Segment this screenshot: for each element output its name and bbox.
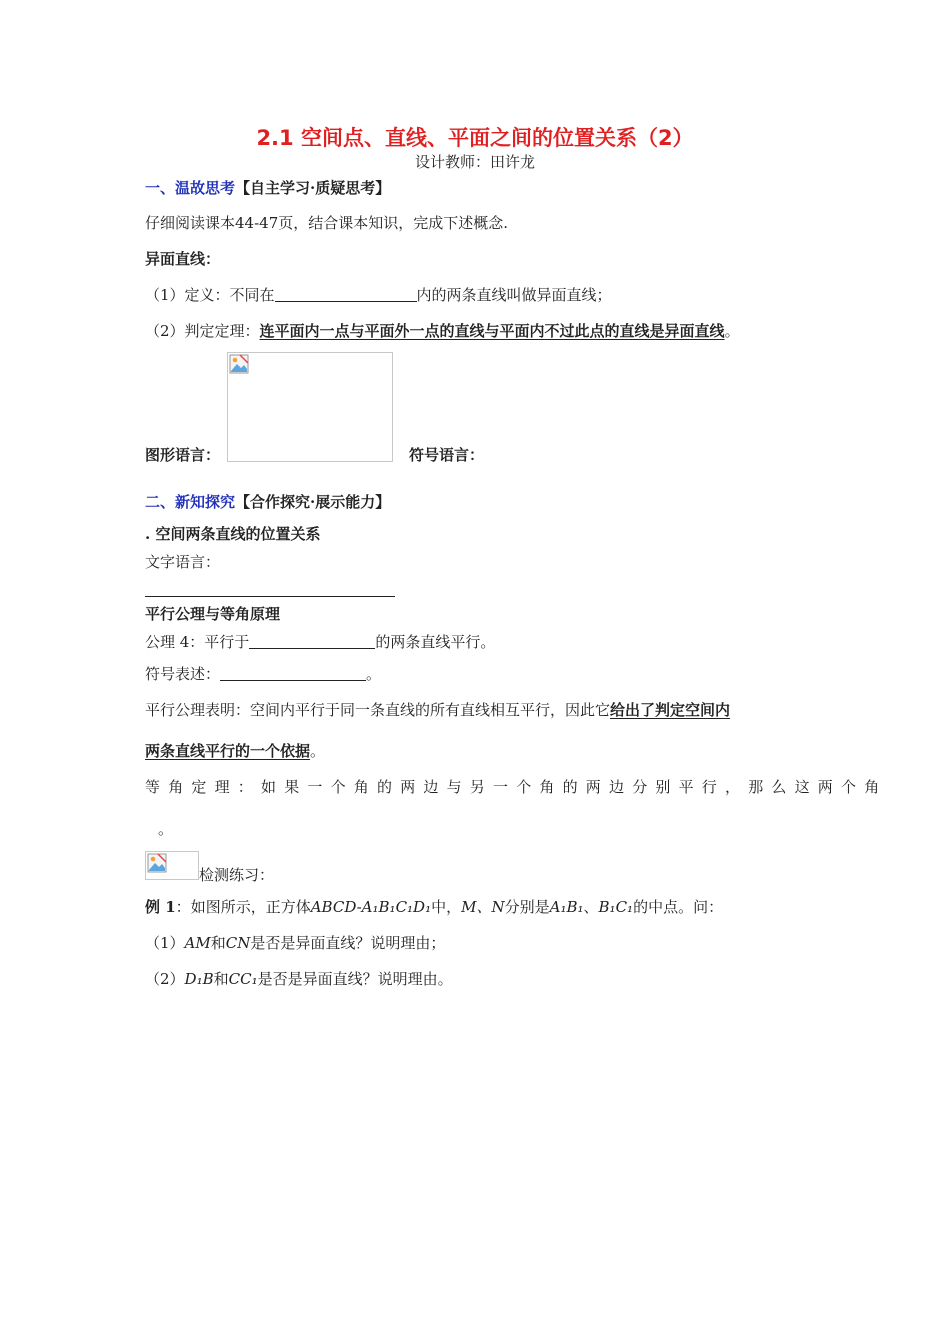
broken-image-icon: [229, 354, 249, 374]
axiom4-suffix: 的两条直线平行。: [375, 633, 496, 651]
section2-title: 二、新知探究: [145, 493, 236, 511]
q1-rest: 是否是异面直线？说明理由；: [250, 934, 446, 952]
q2-prefix: （2）: [145, 970, 185, 988]
example1-text: 如图所示，正方体: [190, 898, 311, 916]
equal-angle-end: 。: [158, 820, 174, 838]
text-language-label: 文字语言：: [145, 553, 221, 571]
definition-suffix: 内的两条直线叫做异面直线；: [416, 286, 612, 304]
line-cn: CN: [225, 934, 251, 952]
segment-separator: 、: [583, 898, 599, 916]
symbol-statement-line: [145, 664, 381, 684]
question2-line: [145, 969, 453, 989]
parallel-note-underline2: 两条直线平行的一个依据: [145, 742, 311, 760]
skew-lines-title: 异面直线：: [145, 250, 221, 268]
cube-name: ABCD-A₁B₁C₁D₁: [310, 898, 432, 916]
segment-a1b1: A₁B₁: [549, 898, 584, 916]
q1-and: 和: [210, 934, 226, 952]
symbol-statement-suffix: 。: [366, 665, 382, 683]
practice-label: 检测练习：: [199, 866, 275, 884]
symbol-statement-blank[interactable]: [220, 665, 366, 681]
line-cc1: CC₁: [228, 970, 258, 988]
q2-and: 和: [213, 970, 229, 988]
symbol-statement-prefix: 符号表述：: [145, 665, 221, 683]
practice-image-placeholder: [145, 851, 199, 880]
parallel-note-prefix: 平行公理表明：空间内平行于同一条直线的所有直线相互平行，因此它: [145, 701, 611, 719]
definition-prefix: （1）定义：不同在: [145, 286, 275, 304]
parallel-note-end: 。: [310, 742, 326, 760]
line-am: AM: [184, 934, 211, 952]
section1-bracket: 【自主学习·质疑思考】: [235, 179, 391, 197]
intro-text: 仔细阅读课本44-47页，结合课本知识，完成下述概念.: [145, 214, 509, 232]
axiom4-blank[interactable]: [249, 633, 375, 649]
axiom4-line: [145, 632, 495, 652]
definition-blank[interactable]: [275, 286, 417, 302]
parallel-note-underline1: 给出了判定空间内: [610, 701, 731, 719]
author-line: 设计教师：田许龙: [414, 153, 535, 171]
text-language-blank[interactable]: [145, 596, 395, 597]
q2-rest: 是否是异面直线？说明理由。: [257, 970, 453, 988]
figure-image-placeholder: [227, 352, 393, 462]
page-title: 2.1 空间点、直线、平面之间的位置关系（2）: [256, 126, 694, 150]
parallel-note-line1: [145, 700, 730, 720]
section2-heading: [145, 492, 390, 512]
symbol-language-label: 符号语言：: [409, 446, 485, 464]
section1-title: 一、温故思考: [145, 179, 236, 197]
theorem-line: [145, 321, 740, 341]
broken-image-icon: [147, 853, 167, 873]
example1-end: 的中点。问：: [633, 898, 724, 916]
theorem-text: 连平面内一点与平面外一点的直线与平面内不过此点的直线是异面直线: [259, 322, 725, 340]
graphic-language-label: 图形语言：: [145, 446, 221, 464]
example1-mid: 中，: [431, 898, 462, 916]
section2-bracket: 【合作探究·展示能力】: [235, 493, 391, 511]
axiom4-prefix: 公理 4：平行于: [145, 633, 250, 651]
q1-prefix: （1）: [145, 934, 185, 952]
example1-label: 例 1: [145, 898, 176, 916]
line-d1b: D₁B: [184, 970, 214, 988]
question1-line: [145, 933, 445, 953]
points-mn: M、N: [461, 898, 505, 916]
example1-line: [145, 897, 723, 917]
section1-heading: [145, 178, 390, 198]
definition-line: [145, 285, 612, 305]
example1-mid2: 分别是: [504, 898, 550, 916]
theorem-prefix: （2）判定定理：: [145, 322, 260, 340]
example1-colon: ：: [175, 898, 191, 916]
segment-b1c1: B₁C₁: [598, 898, 634, 916]
parallel-note-line2: [145, 741, 325, 761]
parallel-axiom-title: 平行公理与等角原理: [145, 605, 281, 623]
position-relation-subhead: . 空间两条直线的位置关系: [145, 525, 321, 543]
equal-angle-theorem: 等角定理：如果一个角的两边与另一个角的两边分别平行，那么这两个角: [145, 778, 888, 796]
theorem-end: 。: [724, 322, 740, 340]
